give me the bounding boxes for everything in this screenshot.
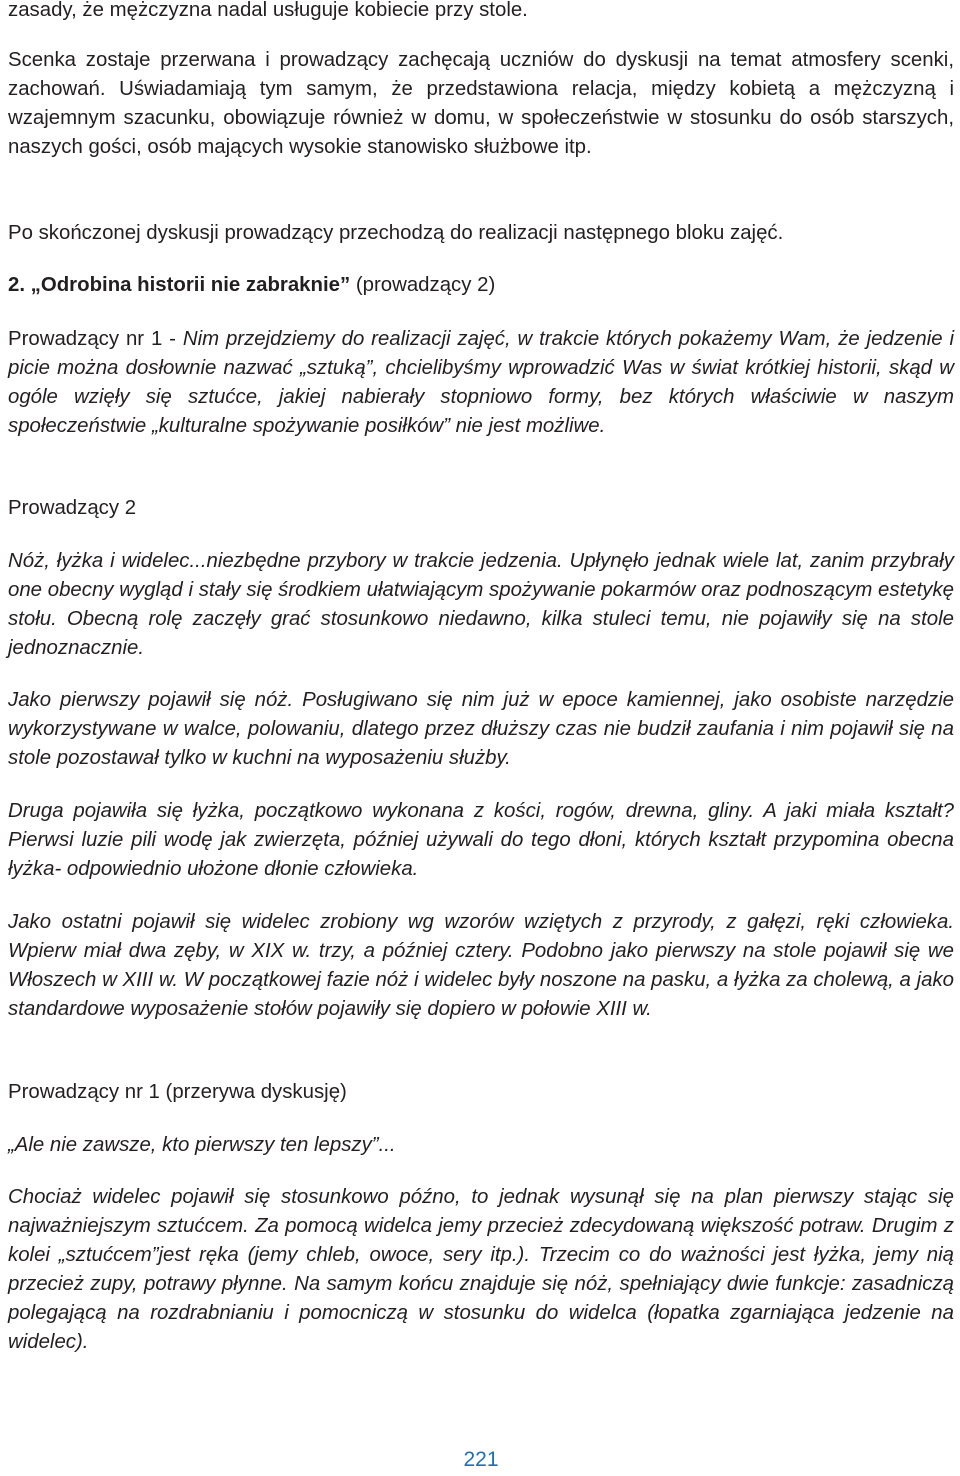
- paragraph-speaker-1-intro: [8, 325, 954, 441]
- section-heading-2: [8, 271, 954, 300]
- page-number: 221: [463, 1448, 499, 1471]
- paragraph-scene-discussion: Scenka zostaje przerwana i prowadzący zachęcają uczniów do dyskusji na temat atmosfery scenki, zachowań. Uświadamiają tym samym, że przedstawiona relacja, między kobietą a mężczyzną i wzajemnym szacunku, obowiązuje również w domu, w społeczeństwie w stosunku do osób starszych, naszych gości, osób mających wysokie stanowisko służbowe itp.: [8, 49, 954, 158]
- paragraph-knife: Jako pierwszy pojawił się nóż. Posługiwano się nim już w epoce kamiennej, jako osobiste narzędzie wykorzystywane w walce, polowaniu, dlatego przez dłuższy czas nie budził zaufania i nim pojawił się na stole pozostawał tylko w kuchni na wyposażeniu służby.: [8, 689, 954, 769]
- speaker-1-break-heading: Prowadzący nr 1 (przerywa dyskusję): [8, 1081, 347, 1103]
- paragraph-intro-tail: zasady, że mężczyzna nadal usługuje kobiecie przy stole.: [8, 0, 528, 21]
- section-heading-note: (prowadzący 2): [350, 274, 496, 296]
- paragraph-fork-importance: Chociaż widelec pojawił się stosunkowo późno, to jednak wysunął się na plan pierwszy stając się najważniejszym sztućcem. Za pomocą widelca jemy przecież zdecydowaną większość potraw. Drugim z kolei „sztućcem”jest ręka (jemy chleb, owoce, sery itp.). Trzecim co do ważności jest łyżka, jemy nią przecież zupy, potrawy płynne. Na samym końcu znajduje się nóż, spełniający dwie funkcje: zasadniczą polegającą na rozdrabnianiu i pomocniczą w stosunku do widelca (łopatka zgarniająca jedzenie na widelec).: [8, 1186, 954, 1353]
- speaker-1-text: Nim przejdziemy do realizacji zajęć, w trakcie których pokażemy Wam, że jedzenie i picie można dosłownie nazwać „sztuką”, chcielibyśmy wprowadzić Was w świat krótkiej historii, skąd w ogóle wzięły się sztućce, jakiej nabierały stopniowo formy, bez których właściwie w naszym społeczeństwie „kulturalne spożywanie posiłków” nie jest możliwe.: [8, 328, 954, 437]
- paragraph-spoon: Druga pojawiła się łyżka, początkowo wykonana z kości, rogów, drewna, gliny. A jaki miała kształt? Pierwsi luzie pili wodę jak zwierzęta, później używali do tego dłoni, których kształt przypomina obecna łyżka- odpowiednio ułożone dłonie człowieka.: [8, 800, 954, 880]
- paragraph-next-block: Po skończonej dyskusji prowadzący przechodzą do realizacji następnego bloku zajęć.: [8, 222, 784, 244]
- paragraph-cutlery-intro: Nóż, łyżka i widelec...niezbędne przybory w trakcie jedzenia. Upłynęło jednak wiele lat, zanim przybrały one obecny wygląd i stały się środkiem ułatwiającym spożywanie pokarmów oraz podnoszącym estetykę stołu. Obecną rolę zaczęły grać stosunkowo niedawno, kilka stuleci temu, nie pojawiły się na stole jednoznacznie.: [8, 550, 954, 659]
- quote-line: „Ale nie zawsze, kto pierwszy ten lepszy”...: [8, 1134, 396, 1156]
- speaker-2-heading: Prowadzący 2: [8, 497, 137, 519]
- section-heading-title: 2. „Odrobina historii nie zabraknie”: [8, 274, 351, 296]
- paragraph-fork: Jako ostatni pojawił się widelec zrobiony wg wzorów wziętych z przyrody, z gałęzi, ręki człowieka. Wpierw miał dwa zęby, w XIX w. trzy, a później cztery. Podobno jako pierwszy na stole pojawił się we Włoszech w XIII w. W początkowej fazie nóż i widelec były noszone na pasku, a łyżka za cholewą, a jako standardowe wyposażenie stołów pojawiły się dopiero w połowie XIII w.: [8, 911, 954, 1020]
- speaker-1-label: Prowadzący nr 1 -: [8, 328, 183, 350]
